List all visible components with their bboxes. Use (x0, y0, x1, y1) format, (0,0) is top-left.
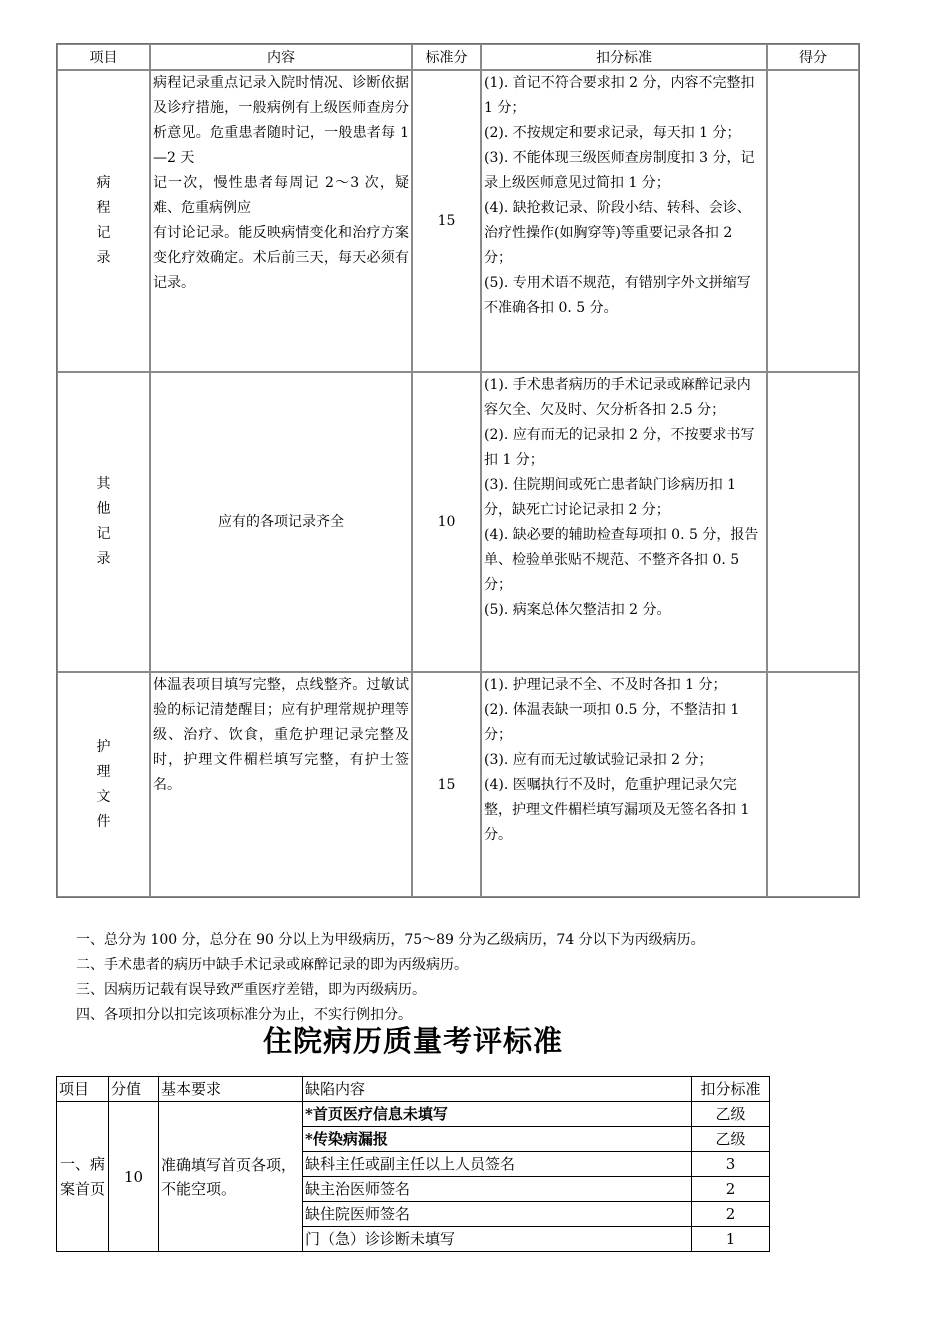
criteria-item: (1). 首记不符合要求扣 2 分，内容不完整扣 1 分； (484, 75, 755, 116)
value-cell: 10 (109, 1102, 159, 1252)
content-text: 应有的各项记录齐全 (218, 513, 344, 530)
header-criteria: 扣分标准 (481, 44, 767, 70)
got-cell (767, 672, 859, 897)
content-cell (150, 672, 412, 897)
item-char: 其 (96, 476, 111, 492)
criteria-item: (4). 医嘱执行不及时，危重护理记录欠完整，护理文件楣栏填写漏项及无签名各扣 1 分。 (484, 777, 750, 843)
score-cell: 15 (412, 70, 481, 372)
item-char: 记 (96, 526, 111, 542)
item-cell (57, 372, 150, 672)
criteria-item: (1). 手术患者病历的手术记录或麻醉记录内容欠全、欠及时、欠分析各扣 2.5 分； (484, 377, 751, 418)
criteria-item: (2). 应有而无的记录扣 2 分，不按要求书写扣 1 分； (484, 427, 755, 468)
criteria-item: (2). 体温表缺一项扣 0.5 分，不整洁扣 1 分； (484, 702, 740, 743)
item-cell: 一、病案首页 (57, 1102, 109, 1252)
header-item: 项目 (57, 1077, 109, 1102)
deduct-cell: 乙级 (692, 1127, 770, 1152)
deduct-cell: 3 (692, 1152, 770, 1177)
header-got: 得分 (767, 44, 859, 70)
content-text: 体温表项目填写完整，点线整齐。过敏试验的标记清楚醒目；应有护理常规护理等级、治疗、饮食，重危护理记录完整及时，护理文件楣栏填写完整，有护士签名。 (153, 677, 409, 793)
criteria-item: (2). 不按规定和要求记录，每天扣 1 分； (484, 125, 741, 141)
table-header-row (57, 44, 859, 70)
item-char: 病 (96, 175, 111, 191)
header-requirement: 基本要求 (159, 1077, 303, 1102)
item-cell (57, 70, 150, 372)
item-char: 护 (96, 738, 111, 755)
note-line: 四、各项扣分以扣完该项标准分为止，不实行例扣分。 (76, 1007, 412, 1023)
deduct-cell: 2 (692, 1177, 770, 1202)
header-item: 项目 (57, 44, 150, 70)
criteria-item: (5). 病案总体欠整洁扣 2 分。 (484, 602, 671, 618)
item-char: 理 (96, 763, 111, 780)
defect-cell: 缺住院医师签名 (303, 1202, 692, 1227)
content-text: 病程记录重点记录入院时情况、诊断依据及诊疗措施，一般病例有上级医师查房分析意见。危重患者随时记，一般患者每 1—2 天 (153, 75, 409, 166)
header-deduct: 扣分标准 (692, 1077, 770, 1102)
defect-cell: 门（急）诊诊断未填写 (303, 1227, 692, 1252)
table-row (57, 1102, 770, 1127)
header-score: 标准分 (412, 44, 481, 70)
quality-table (56, 1076, 770, 1252)
item-char: 他 (96, 501, 111, 517)
notes (76, 928, 705, 1028)
item-cell (57, 672, 150, 897)
got-cell (767, 70, 859, 372)
content-text: 有讨论记录。能反映病情变化和治疗方案变化疗效确定。术后前三天，每天必须有记录。 (153, 225, 409, 291)
header-value: 分值 (109, 1077, 159, 1102)
criteria-item: (4). 缺抢救记录、阶段小结、转科、会诊、治疗性操作(如胸穿等)等重要记录各扣 2 分； (484, 200, 751, 266)
table-row (57, 672, 859, 897)
criteria-item: (5). 专用术语不规范，有错别字外文拼缩写不准确各扣 0. 5 分。 (484, 275, 751, 316)
note-line: 三、因病历记载有误导致严重医疗差错，即为丙级病历。 (76, 982, 426, 998)
table-row (57, 372, 859, 672)
item-char: 程 (96, 200, 111, 216)
criteria-item: (1). 护理记录不全、不及时各扣 1 分； (484, 677, 727, 693)
table-row (57, 70, 859, 372)
criteria-item: (3). 应有而无过敏试验记录扣 2 分； (484, 752, 713, 768)
criteria-cell (481, 372, 767, 672)
header-defect: 缺陷内容 (303, 1077, 692, 1102)
score-cell: 15 (412, 672, 481, 897)
header-content: 内容 (150, 44, 412, 70)
deduct-cell: 1 (692, 1227, 770, 1252)
item-char: 录 (96, 250, 111, 266)
item-char: 录 (96, 551, 111, 567)
table-header-row (57, 1077, 770, 1102)
criteria-item: (3). 不能体现三级医师查房制度扣 3 分，记录上级医师意见过简扣 1 分； (484, 150, 755, 191)
criteria-cell (481, 672, 767, 897)
content-text: 记一次，慢性患者每周记 2～3 次，疑难、危重病例应 (153, 175, 409, 216)
item-char: 件 (96, 813, 111, 830)
defect-cell: *首页医疗信息未填写 (303, 1102, 692, 1127)
got-cell (767, 372, 859, 672)
score-cell: 10 (412, 372, 481, 672)
defect-cell: *传染病漏报 (303, 1127, 692, 1152)
content-cell (150, 70, 412, 372)
note-line: 一、总分为 100 分，总分在 90 分以上为甲级病历，75～89 分为乙级病历，74 分以下为丙级病历。 (76, 932, 705, 948)
criteria-item: (3). 住院期间或死亡患者缺门诊病历扣 1 分，缺死亡讨论记录扣 2 分； (484, 477, 737, 518)
criteria-item: (4). 缺必要的辅助检查每项扣 0. 5 分，报告单、检验单张贴不规范、不整齐各扣 0. 5 分； (484, 527, 759, 593)
section-title: 住院病历质量考评标准 (262, 1024, 563, 1058)
requirement-cell: 准确填写首页各项，不能空项。 (159, 1102, 303, 1252)
item-char: 文 (96, 788, 111, 805)
defect-cell: 缺科主任或副主任以上人员签名 (303, 1152, 692, 1177)
content-cell (150, 372, 412, 672)
deduct-cell: 乙级 (692, 1102, 770, 1127)
deduct-cell: 2 (692, 1202, 770, 1227)
note-line: 二、手术患者的病历中缺手术记录或麻醉记录的即为丙级病历。 (76, 957, 468, 973)
item-char: 记 (96, 225, 111, 241)
criteria-cell (481, 70, 767, 372)
scoring-table (56, 43, 860, 898)
defect-cell: 缺主治医师签名 (303, 1177, 692, 1202)
